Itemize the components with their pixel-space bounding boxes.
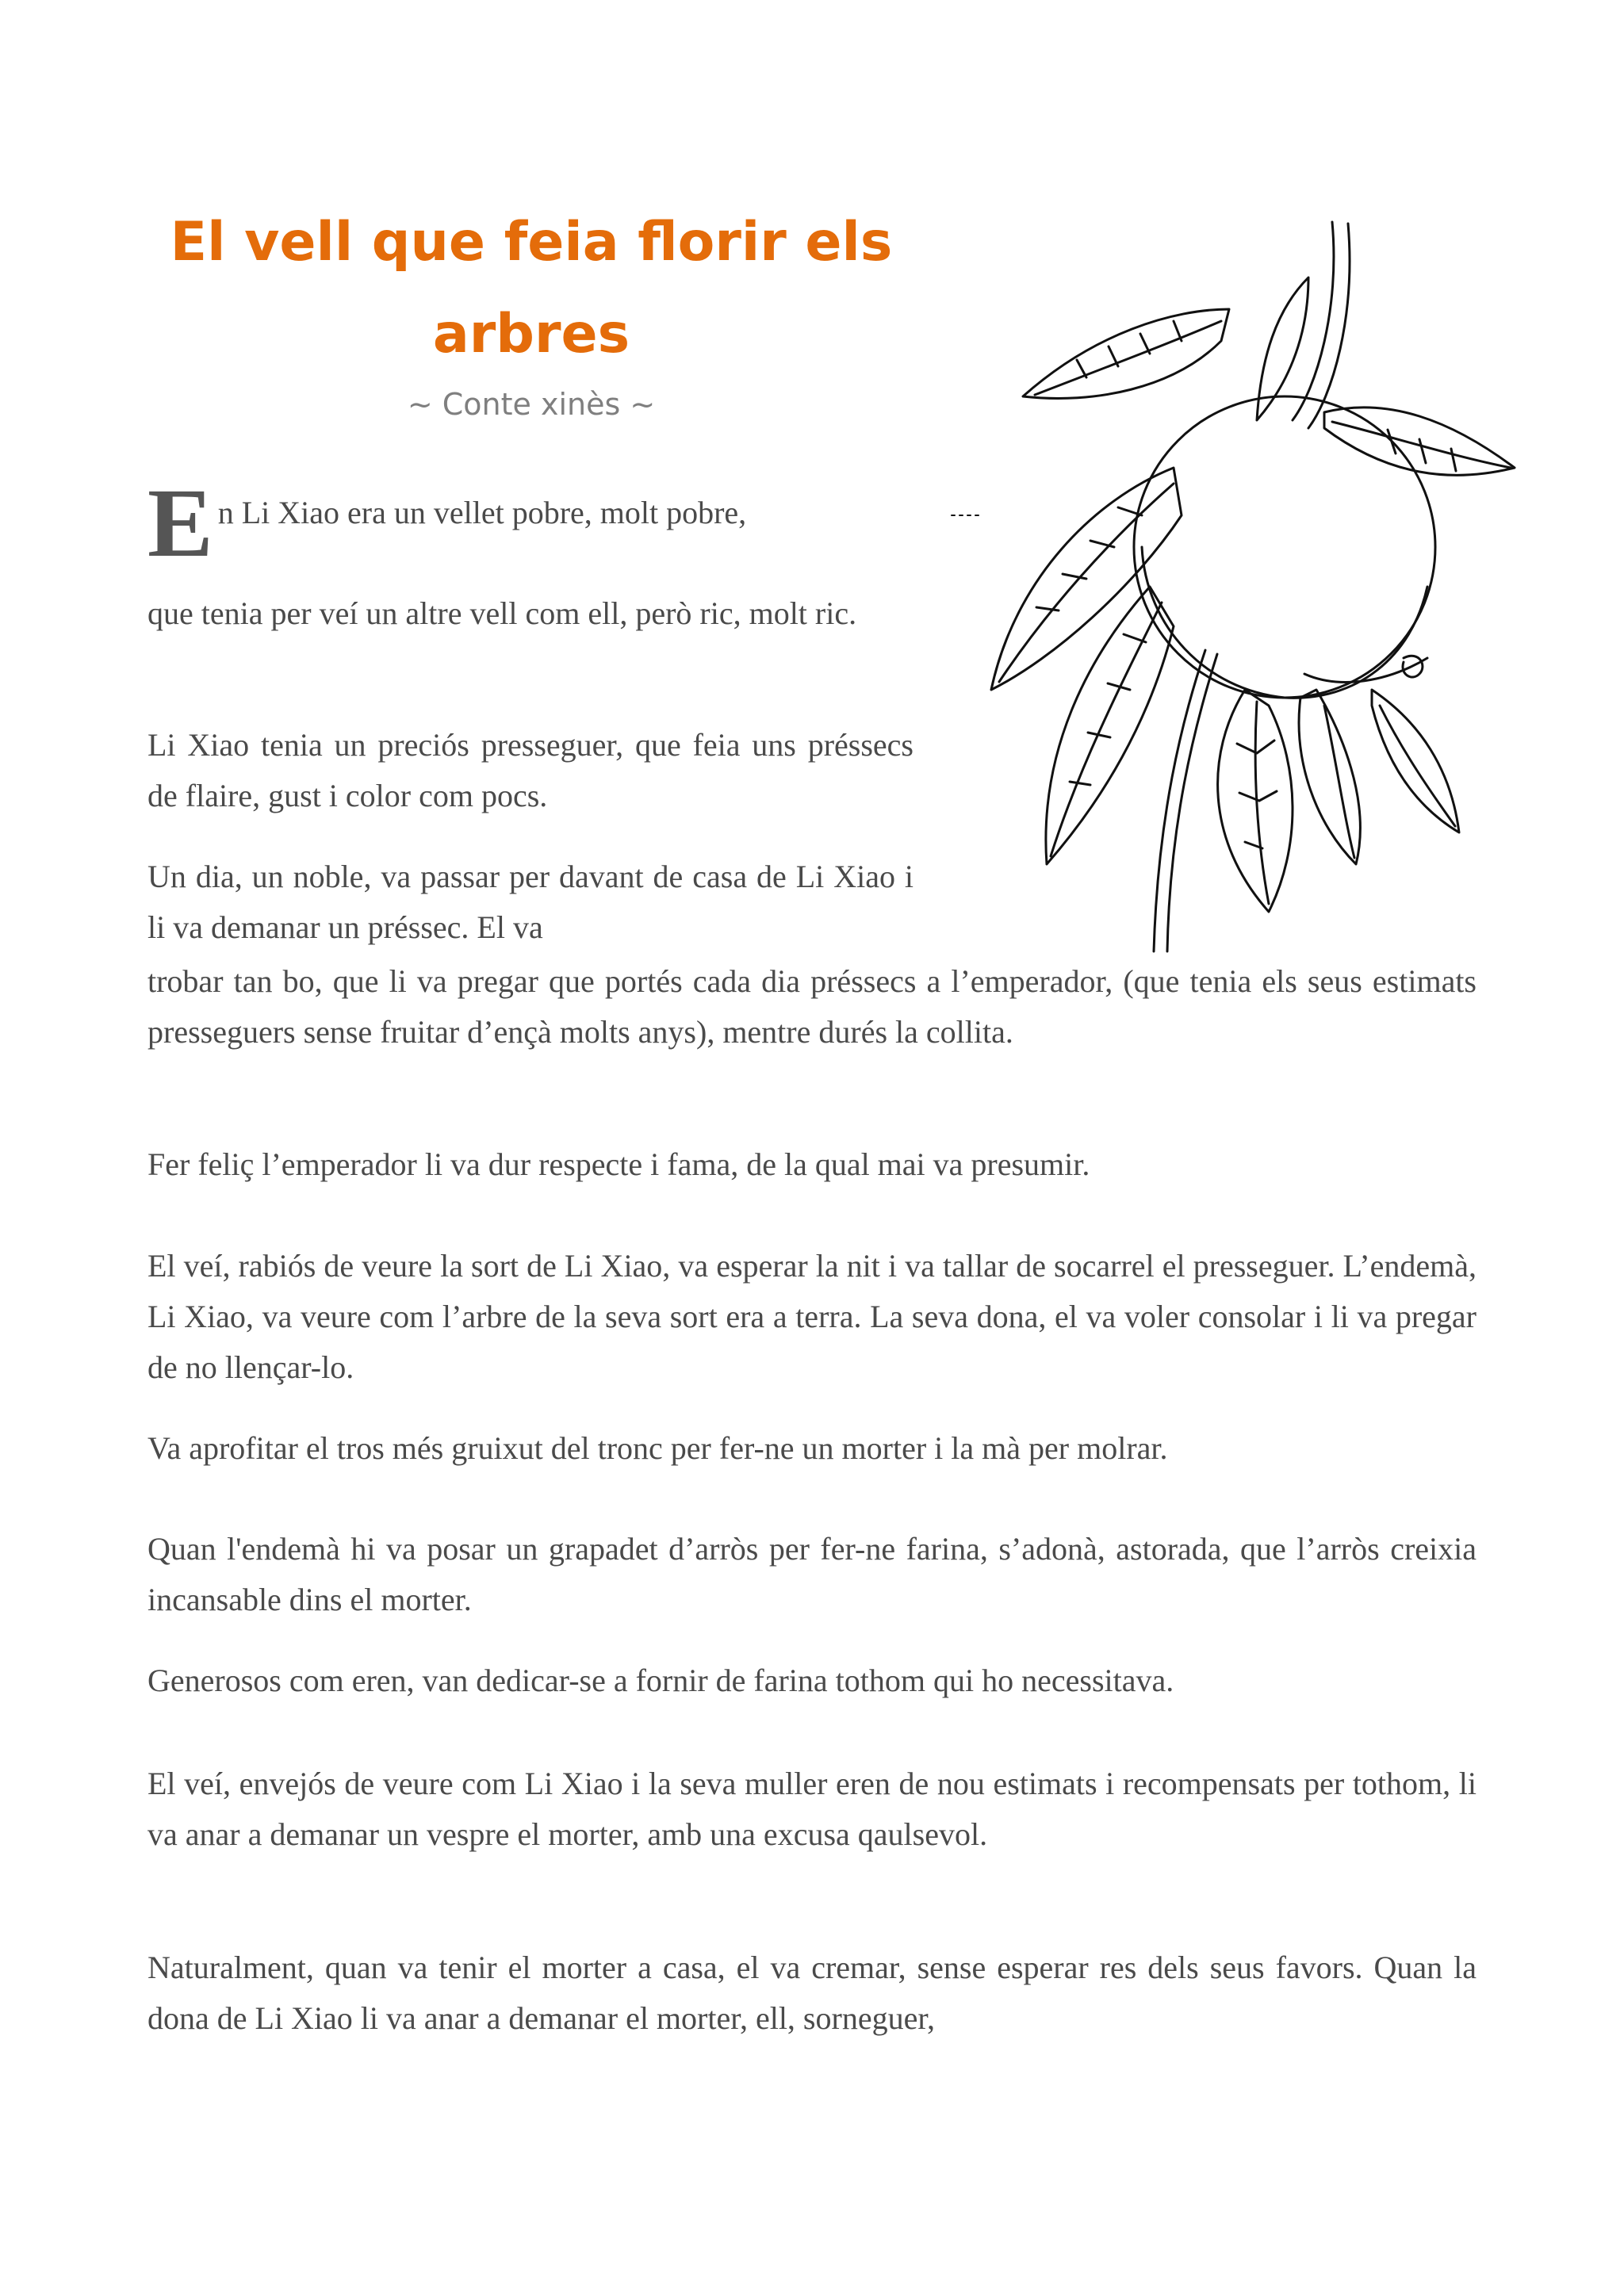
paragraph-1-line-1: n Li Xiao era un vellet pobre, molt pobre, — [217, 495, 747, 530]
paragraph-3: trobar tan bo, que li va pregar que portés cada dia préssecs a l’emperador, (que tenia els seus estimats presseguers sense fruitar d’ençà molts anys), mentre durés la collita. — [147, 963, 1477, 1050]
paragraph-2: Li Xiao tenia un preciós presseguer, que feia uns préssecs de flaire, gust i color com pocs. — [147, 727, 914, 813]
title-line-2: arbres — [432, 303, 630, 365]
paragraph-8: Generosos com eren, van dedicar-se a fornir de farina tothom qui ho necessitava. — [147, 1663, 1174, 1698]
paragraph-10: Naturalment, quan va tenir el morter a casa, el va cremar, sense esperar res dels seus favors. Quan la dona de Li Xiao li va anar a demanar el morter, ell, sorneguer, — [147, 1950, 1477, 2036]
paragraph-3-intro: Un dia, un noble, va passar per davant de casa de Li Xiao i li va demanar un préssec. El va — [147, 859, 914, 945]
paragraph-1: que tenia per veí un altre vell com ell, però ric, molt ric. — [147, 595, 857, 631]
paragraph-4: Fer feliç l’emperador li va dur respecte i fama, de la qual mai va presumir. — [147, 1146, 1090, 1182]
paragraph-7: Quan l'endemà hi va posar un grapadet d’arròs per fer-ne farina, s’adonà, astorada, que l’arròs creixia incansable dins el morter. — [147, 1531, 1477, 1617]
title-line-1: El vell que feia florir els — [170, 211, 893, 274]
paragraph-9: El veí, envejós de veure com Li Xiao i la seva muller eren de nou estimats i recompensats per tothom, li va anar a demanar un vespre el morter, amb una excusa qaulsevol. — [147, 1766, 1477, 1852]
paragraph-1-first-line — [147, 469, 914, 577]
page-subtitle: ~ Conte xinès ~ — [407, 387, 656, 422]
peach-branch-icon — [944, 214, 1538, 959]
drop-cap: E — [147, 469, 213, 577]
paragraph-6: Va aprofitar el tros més gruixut del tronc per fer-ne un morter i la mà per molrar. — [147, 1430, 1168, 1466]
paragraph-5: El veí, rabiós de veure la sort de Li Xiao, va esperar la nit i va tallar de socarrel el presseguer. L’endemà, Li Xiao, va veure com l’arbre de la seva sort era a terra. La seva dona, el va voler consolar i li va pregar de no llençar-lo. — [147, 1248, 1477, 1385]
page-title — [151, 197, 912, 381]
